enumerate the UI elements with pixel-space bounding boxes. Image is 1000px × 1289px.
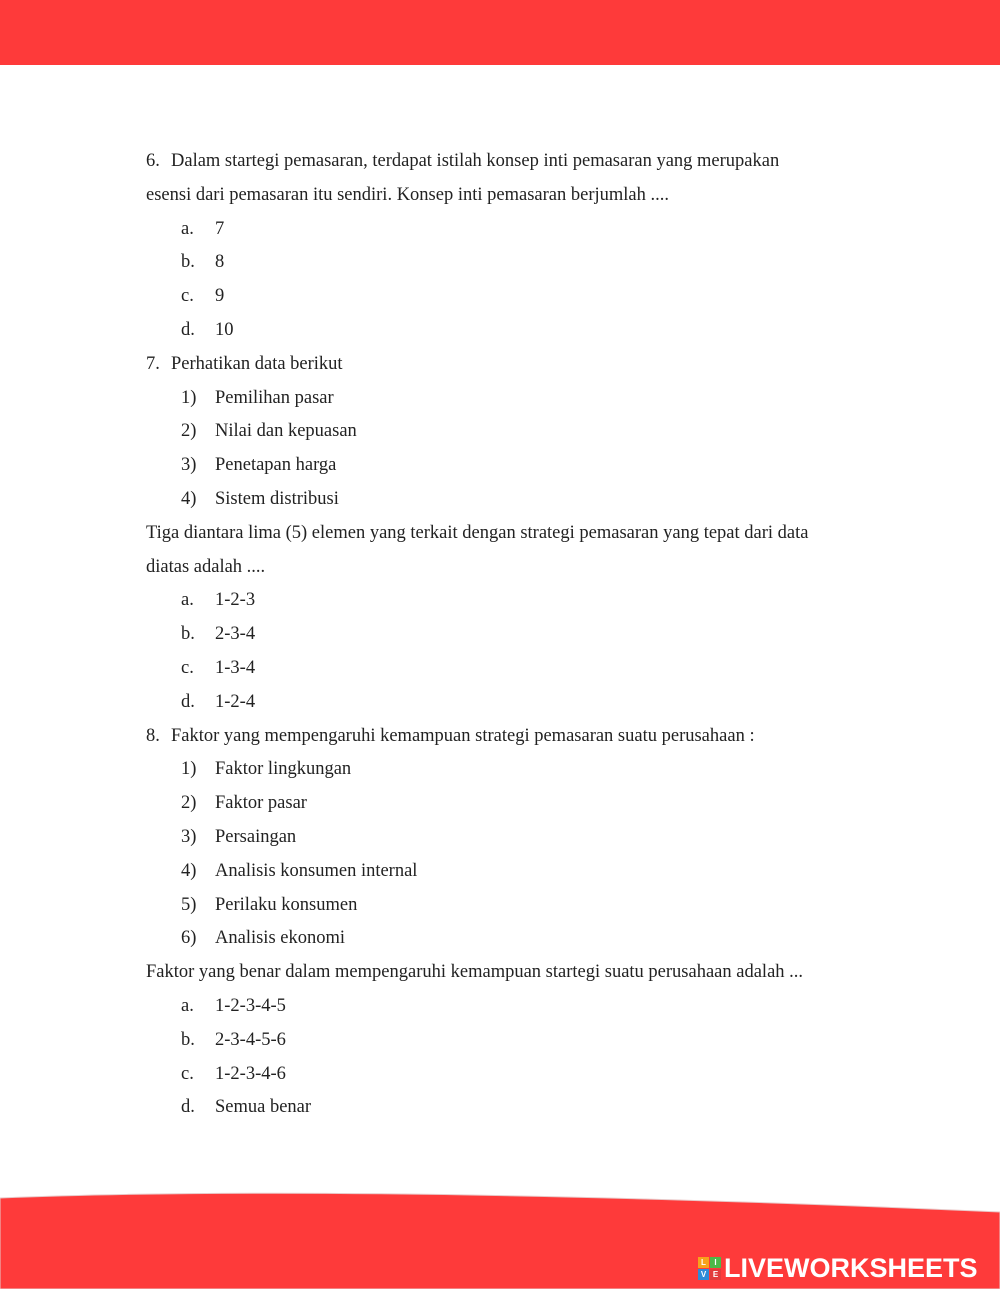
- list-marker: 2): [181, 793, 197, 814]
- option-b[interactable]: [146, 1024, 866, 1058]
- option-b[interactable]: [146, 618, 866, 652]
- option-text: 7: [215, 218, 225, 239]
- logo-letter-v: V: [698, 1269, 709, 1280]
- option-marker: c.: [181, 1063, 194, 1084]
- list-text: Pemilihan pasar: [215, 387, 334, 408]
- option-marker: d.: [181, 691, 195, 712]
- question-stem-cont: diatas adalah ....: [146, 556, 266, 577]
- option-d[interactable]: [146, 314, 866, 348]
- list-marker: 3): [181, 455, 197, 476]
- option-d[interactable]: [146, 1091, 866, 1125]
- question-text-cont: esensi dari pemasaran itu sendiri. Konsep inti pemasaran berjumlah ....: [146, 184, 669, 205]
- option-text: Semua benar: [215, 1097, 312, 1118]
- list-text: Nilai dan kepuasan: [215, 421, 357, 442]
- option-text: 8: [215, 252, 225, 273]
- option-c[interactable]: [146, 280, 866, 314]
- question-number: 7.: [146, 353, 160, 374]
- question-number: 6.: [146, 151, 160, 171]
- list-item: [146, 855, 866, 889]
- question-stem: Tiga diantara lima (5) elemen yang terkait dengan strategi pemasaran yang tepat dari data: [146, 522, 809, 543]
- list-item: [146, 415, 866, 449]
- option-marker: b.: [181, 624, 195, 645]
- list-marker: 5): [181, 894, 197, 915]
- option-marker: d.: [181, 1097, 195, 1118]
- list-marker: 6): [181, 928, 197, 949]
- brand-name: LIVEWORKSHEETS: [724, 1252, 978, 1283]
- option-text: 1-2-4: [215, 691, 256, 712]
- list-text: Faktor lingkungan: [215, 759, 352, 780]
- option-marker: b.: [181, 1029, 195, 1050]
- logo-letter-l: L: [698, 1257, 709, 1268]
- list-item: [146, 753, 866, 787]
- list-text: Persaingan: [215, 826, 297, 847]
- list-marker: 4): [181, 488, 197, 509]
- option-text: 1-2-3: [215, 590, 256, 611]
- list-item: [146, 821, 866, 855]
- logo-letter-e: E: [710, 1269, 721, 1280]
- option-text: 9: [215, 286, 225, 307]
- question-8: [146, 720, 866, 754]
- option-c[interactable]: [146, 1058, 866, 1092]
- option-marker: b.: [181, 252, 195, 273]
- question-stem: Faktor yang benar dalam mempengaruhi kemampuan startegi suatu perusahaan adalah ...: [146, 962, 804, 983]
- option-b[interactable]: [146, 246, 866, 280]
- option-marker: d.: [181, 319, 195, 340]
- option-marker: c.: [181, 286, 194, 307]
- option-marker: a.: [181, 995, 194, 1016]
- list-marker: 1): [181, 759, 197, 780]
- list-item: [146, 449, 866, 483]
- live-logo-icon: [698, 1257, 721, 1280]
- list-marker: 3): [181, 826, 197, 847]
- option-d[interactable]: [146, 686, 866, 720]
- list-marker: 1): [181, 387, 197, 408]
- option-a[interactable]: [146, 584, 866, 618]
- list-text: Penetapan harga: [215, 455, 337, 476]
- header-band: [0, 0, 1000, 65]
- list-text: Perilaku konsumen: [215, 894, 358, 915]
- list-item: [146, 889, 866, 923]
- option-text: 10: [215, 319, 234, 340]
- logo-letter-i: I: [710, 1257, 721, 1268]
- list-item: [146, 382, 866, 416]
- option-text: 2-3-4-5-6: [215, 1029, 286, 1050]
- list-item: [146, 483, 866, 517]
- option-text: 1-2-3-4-5: [215, 995, 286, 1016]
- list-text: Analisis ekonomi: [215, 928, 346, 949]
- option-a[interactable]: [146, 213, 866, 247]
- list-text: Analisis konsumen internal: [215, 860, 418, 881]
- list-item: [146, 787, 866, 821]
- list-text: Faktor pasar: [215, 793, 307, 814]
- question-text: Dalam startegi pemasaran, terdapat istilah konsep inti pemasaran yang merupakan: [171, 151, 780, 171]
- list-text: Sistem distribusi: [215, 488, 339, 509]
- option-c[interactable]: [146, 652, 866, 686]
- worksheet-content: [146, 145, 866, 1125]
- question-7: [146, 348, 866, 382]
- option-marker: a.: [181, 218, 194, 239]
- liveworksheets-logo: [698, 1251, 978, 1285]
- question-6: [146, 145, 866, 179]
- option-text: 1-3-4: [215, 657, 256, 678]
- option-a[interactable]: [146, 990, 866, 1024]
- option-marker: c.: [181, 657, 194, 678]
- list-marker: 2): [181, 421, 197, 442]
- option-text: 1-2-3-4-6: [215, 1063, 286, 1084]
- option-marker: a.: [181, 590, 194, 611]
- question-text: Perhatikan data berikut: [171, 353, 343, 374]
- question-number: 8.: [146, 725, 160, 746]
- list-marker: 4): [181, 860, 197, 881]
- list-item: [146, 922, 866, 956]
- option-text: 2-3-4: [215, 624, 256, 645]
- question-text: Faktor yang mempengaruhi kemampuan strategi pemasaran suatu perusahaan :: [171, 725, 755, 746]
